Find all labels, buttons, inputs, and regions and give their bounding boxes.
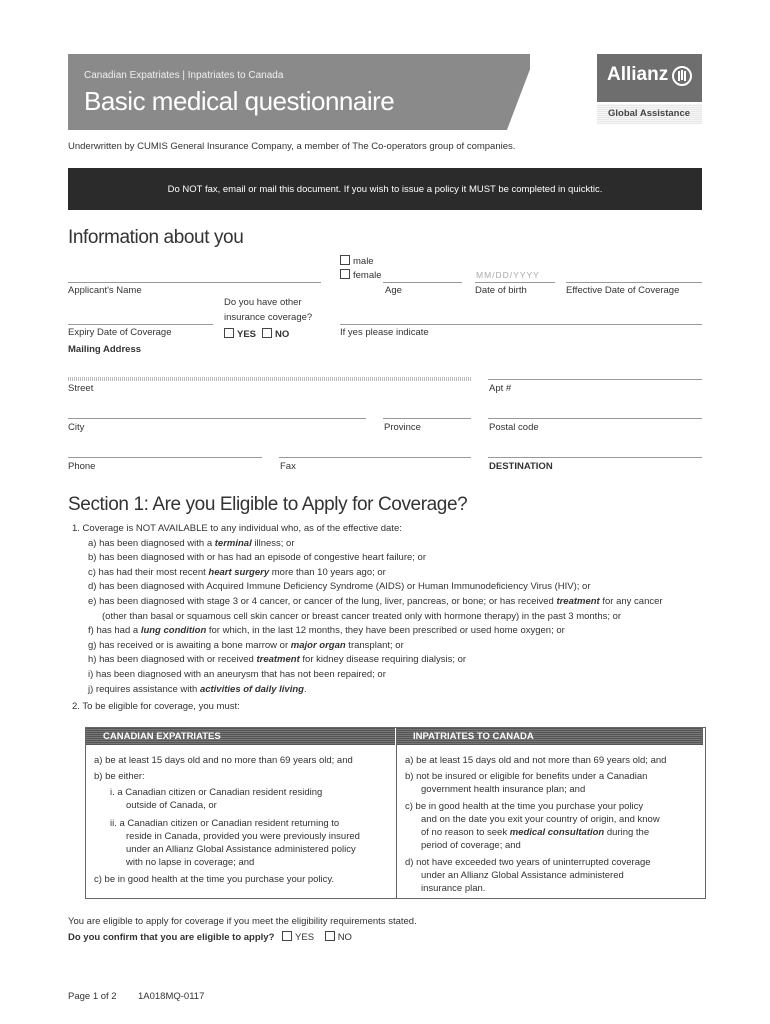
- expatriates-requirements: [94, 754, 394, 886]
- apt-field[interactable]: [488, 379, 702, 380]
- logo-text: Allianz: [607, 64, 669, 85]
- street-field[interactable]: [68, 377, 471, 381]
- notice-text: Do NOT fax, email or mail this document. If you wish to issue a policy it MUST be completed in quicktic.: [167, 184, 603, 195]
- section1-heading: Section 1: Are you Eligible to Apply for Coverage?: [68, 494, 468, 515]
- list-item: j) requires assistance with activities of daily living.: [88, 683, 307, 695]
- destination-label: DESTINATION: [489, 461, 553, 472]
- phone-label: Phone: [68, 461, 96, 472]
- dob-label: Date of birth: [475, 285, 527, 296]
- list-item: a) be at least 15 days old and no more than 69 years old; and: [94, 755, 353, 766]
- confirm-yes-checkbox[interactable]: [282, 931, 292, 941]
- list-item: f) has had a lung condition for which, in the last 12 months, they have been prescribed or used home oxygen; or: [88, 625, 565, 637]
- list-item: e) has been diagnosed with stage 3 or 4 cancer, or cancer of the lung, liver, pancreas, or bone; or has received treatment for any cancer: [88, 595, 663, 607]
- other-insurance-no-checkbox[interactable]: [262, 328, 272, 338]
- global-assistance-label: Global Assistance: [608, 108, 691, 119]
- info-heading: Information about you: [68, 227, 244, 248]
- list-item: 1. Coverage is NOT AVAILABLE to any individual who, as of the effective date:: [72, 523, 402, 534]
- age-label: Age: [385, 285, 402, 296]
- list-item-continued: under an Allianz Global Assistance administered policy: [126, 844, 356, 855]
- age-field[interactable]: [383, 282, 462, 283]
- inpatriates-requirements: [405, 754, 701, 895]
- other-insurance-no[interactable]: NO: [262, 328, 289, 340]
- dob-field[interactable]: [475, 282, 555, 283]
- city-field[interactable]: [68, 418, 366, 419]
- province-label: Province: [384, 422, 421, 433]
- list-item: g) has received or is awaiting a bone marrow or major organ transplant; or: [88, 639, 404, 651]
- female-checkbox[interactable]: [340, 269, 350, 279]
- confirm-yes[interactable]: YES: [282, 932, 314, 943]
- destination-field[interactable]: [488, 457, 702, 458]
- table-divider: [396, 727, 397, 898]
- list-item: c) has had their most recent heart surgery more than 10 years ago; or: [88, 566, 386, 578]
- if-yes-field[interactable]: [340, 324, 702, 325]
- other-insurance-yes-checkbox[interactable]: [224, 328, 234, 338]
- list-item: b) not be insured or eligible for benefits under a Canadian: [405, 771, 648, 782]
- list-item: c) be in good health at the time you purchase your policy: [405, 801, 644, 812]
- eligibility-statement: You are eligible to apply for coverage if you meet the eligibility requirements stated.: [68, 916, 417, 927]
- fax-label: Fax: [280, 461, 296, 472]
- postal-code-label: Postal code: [489, 422, 539, 433]
- list-item-continued: with no lapse in coverage; and: [126, 857, 255, 868]
- list-item: h) has been diagnosed with or received treatment for kidney disease requiring dialysis; or: [88, 654, 467, 666]
- applicant-name-field[interactable]: [68, 282, 321, 283]
- list-item-continued: insurance plan.: [421, 883, 486, 894]
- list-item: i. a Canadian citizen or Canadian resident residing: [110, 787, 323, 798]
- confirm-no[interactable]: NO: [325, 932, 352, 943]
- eligibility-list: [72, 522, 712, 715]
- fax-field[interactable]: [279, 457, 471, 458]
- mailing-address-label: Mailing Address: [68, 344, 142, 355]
- header-subtitle: Canadian Expatriates | Inpatriates to Canada: [84, 70, 284, 81]
- effective-date-label: Effective Date of Coverage: [566, 285, 680, 296]
- postal-code-field[interactable]: [488, 418, 702, 419]
- list-item-continued: period of coverage; and: [421, 840, 521, 851]
- city-label: City: [68, 422, 85, 433]
- list-item-continued: of no reason to seek medical consultation during the: [421, 827, 650, 838]
- page-title: Basic medical questionnaire: [84, 86, 395, 116]
- list-item-continued: and on the date you exit your country of origin, and know: [421, 814, 660, 825]
- province-field[interactable]: [383, 418, 471, 419]
- page-number: Page 1 of 2: [68, 991, 117, 1002]
- list-item-continued: reside in Canada, provided you were previously insured: [126, 831, 360, 842]
- list-item-continued: under an Allianz Global Assistance administered: [421, 870, 624, 881]
- list-item: a) be at least 15 days old and not more than 69 years old; and: [405, 755, 667, 766]
- list-item-continued: government health insurance plan; and: [421, 784, 586, 795]
- list-item: ii. a Canadian citizen or Canadian resident returning to: [110, 818, 340, 829]
- list-item: i) has been diagnosed with an aneurysm that has not been repaired; or: [88, 668, 386, 680]
- apt-label: Apt #: [489, 383, 512, 394]
- list-item-continued: (other than basal or squamous cell skin cancer or breast cancer treated only with hormone therapy) in the past 3 months; or: [102, 610, 622, 622]
- allianz-eagle-icon: [672, 66, 692, 86]
- confirm-no-checkbox[interactable]: [325, 931, 335, 941]
- list-item: d) has been diagnosed with Acquired Immune Deficiency Syndrome (AIDS) or Human Immunodeficiency Virus (HIV); or: [88, 581, 591, 593]
- female-option[interactable]: female: [340, 269, 382, 281]
- other-insurance-q2: insurance coverage?: [224, 312, 313, 323]
- underwritten-note: Underwritten by CUMIS General Insurance Company, a member of The Co-operators group of companies.: [68, 141, 516, 152]
- expiry-date-label: Expiry Date of Coverage: [68, 327, 172, 338]
- list-item: d) not have exceeded two years of uninterrupted coverage: [405, 857, 651, 868]
- other-insurance-q1: Do you have other: [224, 297, 302, 308]
- list-item: b) be either:: [94, 771, 145, 782]
- effective-date-field[interactable]: [566, 282, 702, 283]
- list-item: c) be in good health at the time you purchase your policy.: [94, 874, 335, 885]
- confirm-eligibility: [68, 931, 352, 943]
- phone-field[interactable]: [68, 457, 262, 458]
- list-item: a) has been diagnosed with a terminal illness; or: [88, 537, 295, 549]
- other-insurance-yes[interactable]: YES: [224, 328, 256, 340]
- male-checkbox[interactable]: [340, 255, 350, 265]
- form-code: 1A018MQ-0117: [138, 991, 205, 1002]
- expiry-date-field[interactable]: [68, 324, 213, 325]
- confirm-question: Do you confirm that you are eligible to apply?: [68, 932, 275, 943]
- list-item-continued: outside of Canada, or: [126, 800, 217, 811]
- left-column-title: CANADIAN EXPATRIATES: [103, 731, 221, 742]
- right-column-title: INPATRIATES TO CANADA: [413, 731, 534, 742]
- if-yes-label: If yes please indicate: [340, 327, 429, 338]
- list-item: b) has been diagnosed with or has had an episode of congestive heart failure; or: [88, 552, 427, 564]
- dob-placeholder: MM/DD/YYYY: [476, 270, 540, 280]
- applicant-name-label: Applicant's Name: [68, 285, 142, 296]
- street-label: Street: [68, 383, 94, 394]
- list-item: 2. To be eligible for coverage, you must:: [72, 701, 240, 713]
- male-option[interactable]: male: [340, 255, 374, 267]
